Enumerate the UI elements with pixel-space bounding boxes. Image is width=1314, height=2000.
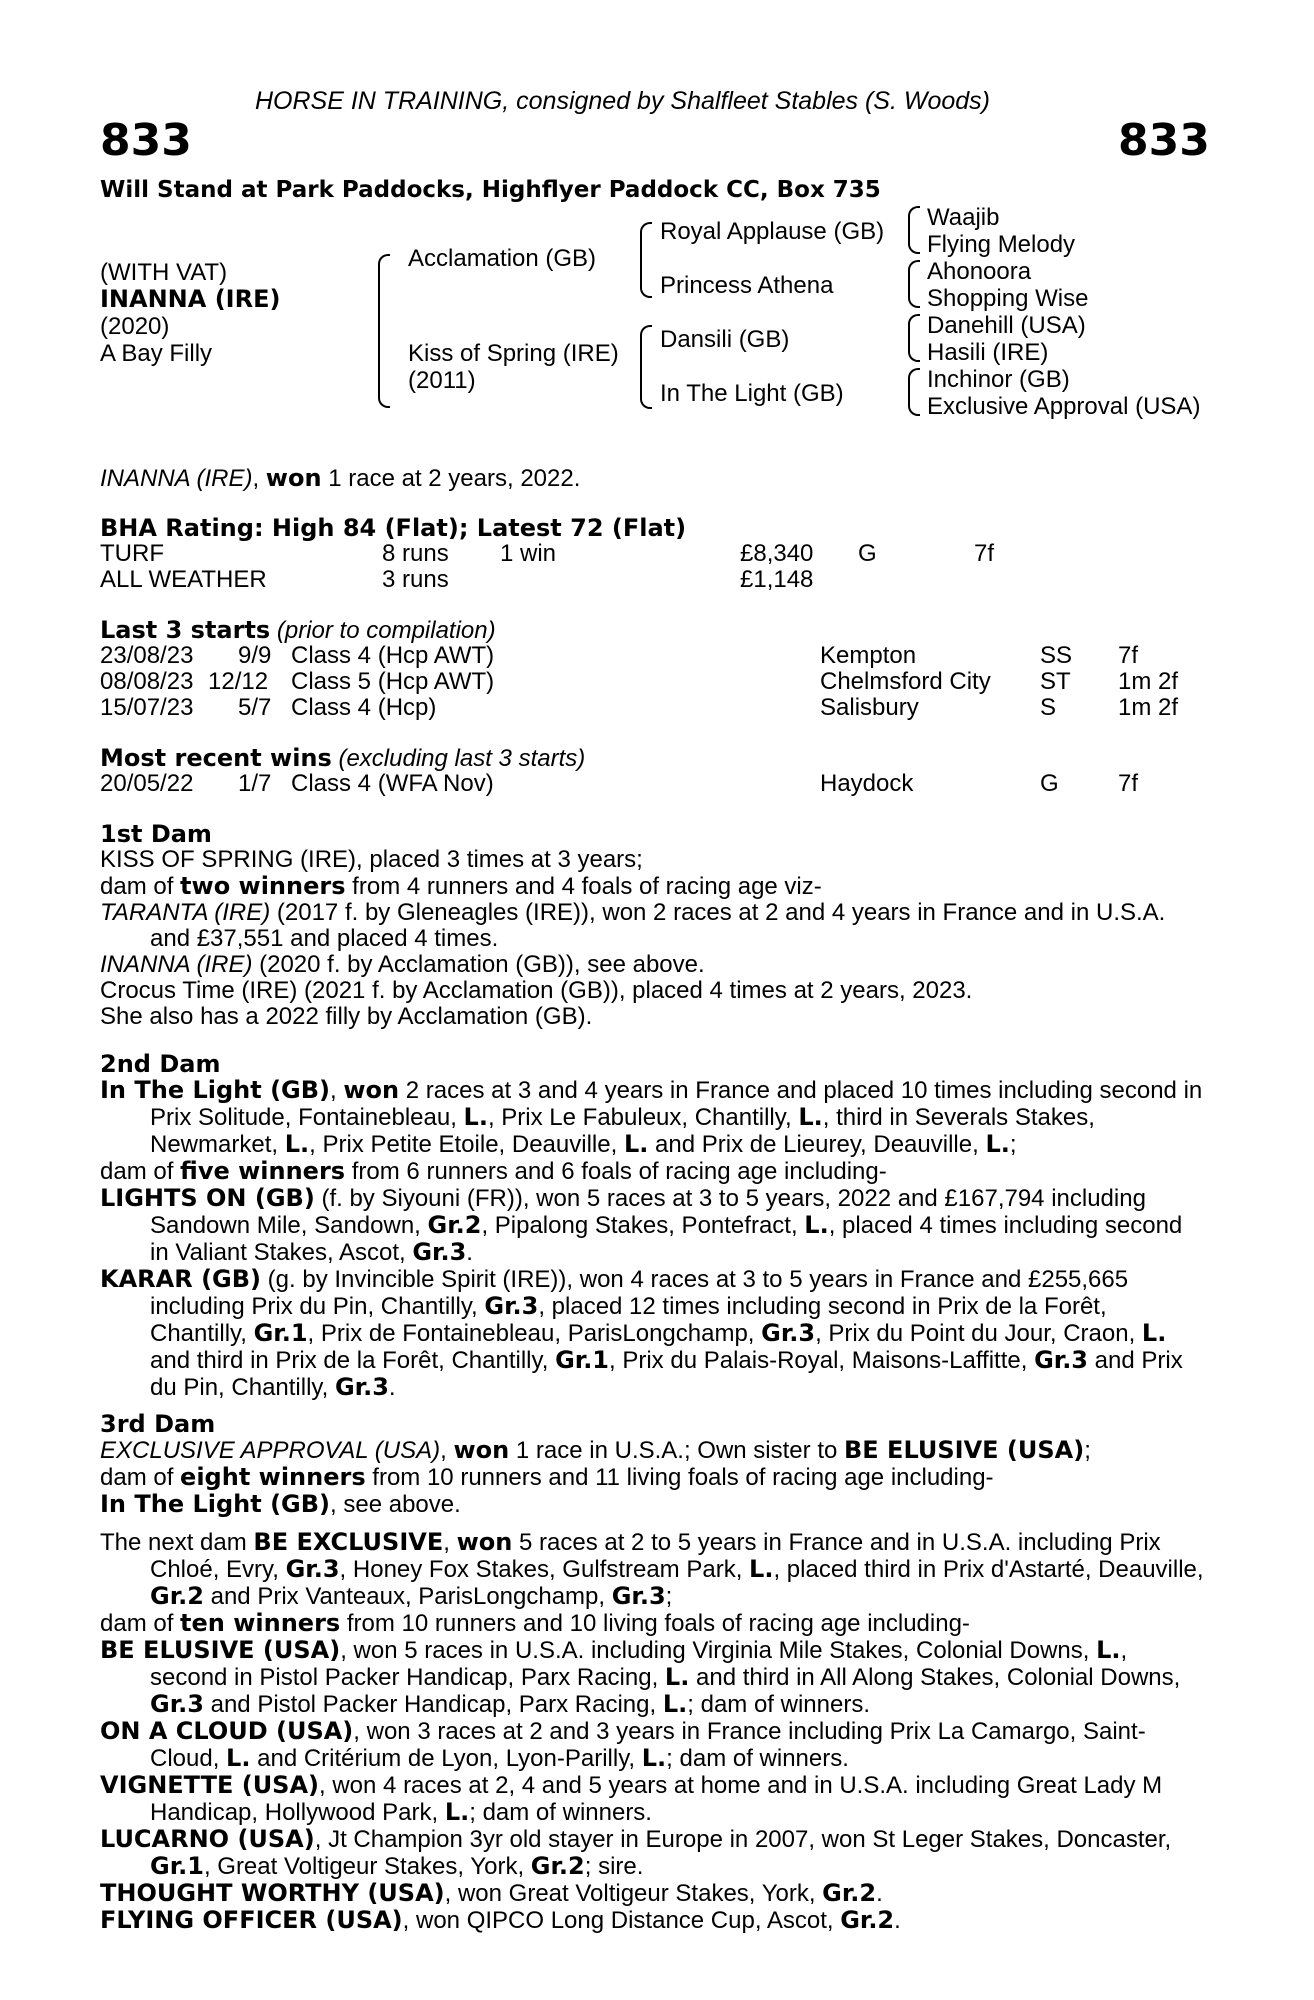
grade: Gr.2 <box>822 1879 877 1907</box>
grade: Gr.3 <box>1034 1346 1089 1374</box>
t: , Prix Petite Etoile, Deauville, <box>309 1131 624 1158</box>
rating-surface: ALL WEATHER <box>100 566 267 593</box>
listed: L. <box>623 1130 649 1158</box>
next-dam-record: The next dam BE EXCLUSIVE, won 5 races at 2 to 5 years in France and in U.S.A. including Prix Chloé, Evry, Gr.3, Honey Fox Stakes, Gulfstream Park, L., placed third in Prix d'Astarté, Deauville, Gr.2 and Prix Vanteaux, ParisLongchamp, Gr.3; <box>100 1528 1204 1610</box>
win-dist: 7f <box>1118 770 1139 797</box>
summary-rest: 1 race at 2 years, 2022. <box>328 465 581 492</box>
winners-count: two winners <box>180 872 346 900</box>
progeny-karar <box>100 1266 1204 1401</box>
pedigree-sds: Ahonoora <box>927 258 1032 285</box>
listed: L. <box>662 1690 688 1718</box>
pedigree-dsd: Hasili (IRE) <box>927 339 1049 366</box>
t: . <box>876 1880 883 1907</box>
second-dam-section <box>100 1051 1204 1401</box>
lot-number-left: 833 <box>100 115 192 166</box>
t: ; dam of winners. <box>666 1745 849 1772</box>
t: , Prix de Fontainebleau, ParisLongchamp, <box>307 1320 762 1347</box>
first-dam-line1: KISS OF SPRING (IRE), placed 3 times at 3 years; <box>100 846 643 873</box>
rating-surface: TURF <box>100 540 164 567</box>
t: (g. by Invincible Spirit (IRE)), won 4 races at 3 to 5 years in France and £255,665 including Prix du Pin, Chantilly, <box>150 1266 1129 1320</box>
progeny-flying-officer <box>100 1907 1204 1934</box>
t: ; dam of winners. <box>687 1691 871 1718</box>
start-course: Kempton <box>820 642 917 669</box>
recent-note: (excluding last 3 starts) <box>338 745 586 772</box>
last3-title: Last 3 starts <box>100 616 271 644</box>
start-date: 15/07/23 <box>100 694 194 721</box>
rating-prize: £1,148 <box>740 566 814 593</box>
listed: L. <box>463 1103 488 1131</box>
t: , won QIPCO Long Distance Cup, Ascot, <box>402 1907 841 1934</box>
pedigree-dam: Kiss of Spring (IRE) <box>408 340 619 367</box>
win-pos: 1/7 <box>238 770 272 797</box>
win-course: Haydock <box>820 770 914 797</box>
second-dam-title: 2nd Dam <box>100 1050 221 1078</box>
winners-count: ten winners <box>180 1609 341 1637</box>
pedigree-dam-year: (2011) <box>408 367 476 394</box>
t: , second in Pistol Packer Handicap, Parx Racing, <box>150 1637 1128 1691</box>
summary-won: won <box>265 464 322 492</box>
winners-count: eight winners <box>180 1463 366 1491</box>
pedigree-sdd: Shopping Wise <box>927 285 1089 312</box>
t: and Prix Vanteaux, ParisLongchamp, <box>203 1583 612 1610</box>
consignment-line: HORSE IN TRAINING, consigned by Shalfleet Stables (S. Woods) <box>255 87 990 115</box>
first-dam-line2 <box>100 873 1204 900</box>
sister-name: BE ELUSIVE (USA) <box>844 1436 1085 1464</box>
t: , third in Severals Stakes, Newmarket, <box>150 1104 1095 1158</box>
rating-prize: £8,340 <box>740 540 814 567</box>
progeny-name: TARANTA (IRE) <box>100 899 271 926</box>
progeny-name: BE ELUSIVE (USA) <box>100 1636 341 1664</box>
t: dam of <box>100 1158 181 1185</box>
start-going: SS <box>1040 642 1073 669</box>
start-class: Class 5 (Hcp AWT) <box>291 668 495 695</box>
t: ; dam of winners. <box>469 1799 652 1826</box>
t: , Great Voltigeur Stakes, York, <box>203 1853 531 1880</box>
grade: Gr.2 <box>150 1582 204 1610</box>
listed: L. <box>1096 1636 1121 1664</box>
pedigree-sire-sire: Royal Applause (GB) <box>660 218 885 245</box>
brace-sd <box>908 260 920 308</box>
start-course: Chelmsford City <box>820 668 991 695</box>
progeny-lights-on <box>100 1185 1204 1266</box>
t: , Jt Champion 3yr old stayer in Europe in 2007, won St Leger Stakes, Doncaster, <box>314 1826 1172 1853</box>
t: The next dam <box>100 1529 254 1556</box>
t: , won 4 races at 2, 4 and 5 years at home and in U.S.A. including Great Lady M Handicap, Hollywood Park, <box>150 1772 1163 1826</box>
grade: Gr.3 <box>412 1238 467 1266</box>
pedigree-dds: Inchinor (GB) <box>927 366 1070 393</box>
progeny-text: (2020 f. by Acclamation (GB)), see above. <box>252 951 705 978</box>
rating-title: BHA Rating: High 84 (Flat); Latest 72 (Flat) <box>100 514 687 542</box>
progeny-vignette <box>100 1772 1204 1826</box>
race-summary: INANNA (IRE), won 1 race at 2 years, 2022. <box>100 464 581 492</box>
t: , placed 4 times including second in Valiant Stakes, Ascot, <box>150 1212 1183 1266</box>
grade: Gr.2 <box>427 1211 482 1239</box>
progeny-name: THOUGHT WORTHY (USA) <box>100 1879 445 1907</box>
winners-count: five winners <box>180 1157 346 1185</box>
t: , Pipalong Stakes, Pontefract, <box>481 1212 805 1239</box>
t: ; <box>1084 1437 1091 1464</box>
listed: L. <box>1141 1319 1167 1347</box>
t: 1 race in U.S.A.; Own sister to <box>509 1437 844 1464</box>
start-going: S <box>1040 694 1057 721</box>
next-dam-damof <box>100 1610 1204 1637</box>
listed: L. <box>985 1130 1010 1158</box>
progeny-name: INANNA (IRE) <box>100 951 253 978</box>
start-class: Class 4 (Hcp AWT) <box>291 642 495 669</box>
dam-name: BE EXCLUSIVE <box>253 1528 444 1556</box>
listed: L. <box>284 1130 310 1158</box>
pedigree-sire: Acclamation (GB) <box>408 245 597 272</box>
start-dist: 1m 2f <box>1118 668 1179 695</box>
summary-name: INANNA (IRE) <box>100 465 253 492</box>
horse-name: INANNA (IRE) <box>100 285 281 313</box>
pedigree-dam-sire: Dansili (GB) <box>660 326 790 353</box>
grade: Gr.1 <box>253 1319 308 1347</box>
start-class: Class 4 (Hcp) <box>291 694 437 721</box>
start-pos: 9/9 <box>238 642 272 669</box>
second-dam-damof <box>100 1158 1204 1185</box>
t: from 6 runners and 6 foals of racing age including- <box>345 1158 887 1185</box>
t: . <box>388 1374 396 1401</box>
progeny-crocus: Crocus Time (IRE) (2021 f. by Acclamation (GB)), placed 4 times at 2 years, 2023. <box>100 977 973 1004</box>
progeny-lucarno <box>100 1826 1204 1880</box>
t: and third in Prix de la Forêt, Chantilly, <box>150 1347 556 1374</box>
win-class: Class 4 (WFA Nov) <box>291 770 494 797</box>
last3-heading <box>100 617 496 644</box>
t: ; <box>1009 1131 1017 1158</box>
brace-main <box>378 254 390 408</box>
progeny-taranta <box>100 900 1204 952</box>
pedigree-sire-dam: Princess Athena <box>660 272 834 299</box>
first-dam-title: 1st Dam <box>100 820 212 848</box>
listed: L. <box>641 1744 667 1772</box>
won: won <box>343 1076 400 1104</box>
grade: Gr.3 <box>285 1555 340 1583</box>
listed: L. <box>804 1211 829 1239</box>
stand-location: Will Stand at Park Paddocks, Highflyer Paddock CC, Box 735 <box>100 177 881 203</box>
progeny-name: FLYING OFFICER (USA) <box>100 1906 403 1934</box>
rating-runs: 3 runs <box>382 566 449 593</box>
t: , won Great Voltigeur Stakes, York, <box>444 1880 823 1907</box>
t: and Prix de Lieurey, Deauville, <box>648 1131 986 1158</box>
brace-dd <box>908 368 920 416</box>
start-pos: 5/7 <box>238 694 272 721</box>
first-dam-section <box>100 821 1204 1030</box>
listed: L. <box>749 1555 774 1583</box>
dam-name: In The Light (GB) <box>100 1076 331 1104</box>
brace-sire <box>640 222 652 298</box>
progeny-name: ON A CLOUD (USA) <box>100 1717 354 1745</box>
progeny-name: LUCARNO (USA) <box>100 1825 315 1853</box>
listed: L. <box>664 1663 690 1691</box>
lot-number-right: 833 <box>1118 115 1210 166</box>
grade: Gr.3 <box>484 1292 539 1320</box>
t: , won 5 races in U.S.A. including Virginia Mile Stakes, Colonial Downs, <box>340 1637 1097 1664</box>
progeny-name: LIGHTS ON (GB) <box>100 1184 315 1212</box>
listed: L. <box>226 1744 251 1772</box>
progeny-in-the-light <box>100 1491 1204 1518</box>
start-date: 23/08/23 <box>100 642 194 669</box>
third-dam-record: EXCLUSIVE APPROVAL (USA), won 1 race in U.S.A.; Own sister to BE ELUSIVE (USA); <box>100 1436 1091 1464</box>
progeny-thought-worthy <box>100 1880 1204 1907</box>
progeny-inanna <box>100 952 1204 978</box>
t: from 10 runners and 10 living foals of racing age including- <box>340 1610 970 1637</box>
win-date: 20/05/22 <box>100 770 194 797</box>
won: won <box>456 1528 513 1556</box>
start-dist: 1m 2f <box>1118 694 1179 721</box>
horse-year: (2020) <box>100 313 170 340</box>
dam-name: EXCLUSIVE APPROVAL (USA) <box>100 1437 441 1464</box>
t: ; sire. <box>584 1853 644 1880</box>
t: , placed 12 times including second in Prix de la Forêt, Chantilly, <box>150 1293 1107 1347</box>
brace-ds <box>908 314 920 362</box>
third-dam-title: 3rd Dam <box>100 1410 216 1438</box>
grade: Gr.3 <box>611 1582 666 1610</box>
t: dam of <box>100 873 181 900</box>
t: , placed third in Prix d'Astarté, Deauville, <box>773 1556 1204 1583</box>
grade: Gr.3 <box>334 1373 389 1401</box>
t: 5 races at 2 to 5 years in France and in U.S.A. including Prix Chloé, Evry, <box>150 1529 1161 1583</box>
t: from 10 runners and 11 living foals of racing age including- <box>365 1464 994 1491</box>
pedigree-ssd: Flying Melody <box>927 231 1076 258</box>
grade: Gr.1 <box>555 1346 610 1374</box>
rating-going: G <box>858 540 877 567</box>
win-going: G <box>1040 770 1059 797</box>
progeny-text: (2017 f. by Gleneagles (IRE)), won 2 races at 2 and 4 years in France and in U.S.A. and £37,551 and placed 4 times. <box>150 899 1166 952</box>
next-dam-section <box>100 1529 1204 1934</box>
t: dam of <box>100 1464 181 1491</box>
pedigree-ddd: Exclusive Approval (USA) <box>927 393 1201 420</box>
rating-wins: 1 win <box>500 540 557 567</box>
start-date: 08/08/23 <box>100 668 194 695</box>
t: (f. by Siyouni (FR)), won 5 races at 3 to 5 years, 2022 and £167,794 including Sandown Mile, Sandown, <box>150 1185 1146 1239</box>
start-going: ST <box>1040 668 1071 695</box>
start-course: Salisbury <box>820 694 919 721</box>
rating-dist: 7f <box>974 540 995 567</box>
t: ; <box>665 1583 673 1610</box>
progeny-name: VIGNETTE (USA) <box>100 1771 320 1799</box>
progeny-name: KARAR (GB) <box>100 1265 261 1293</box>
t: , Honey Fox Stakes, Gulfstream Park, <box>339 1556 750 1583</box>
t: and third in All Along Stakes, Colonial Downs, <box>689 1664 1181 1691</box>
listed: L. <box>798 1103 823 1131</box>
start-dist: 7f <box>1118 642 1139 669</box>
t: . <box>894 1907 901 1934</box>
listed: L. <box>444 1798 470 1826</box>
t: , Prix Le Fabuleux, Chantilly, <box>487 1104 799 1131</box>
t: , won 3 races at 2 and 3 years in France including Prix La Camargo, Saint-Cloud, <box>150 1718 1146 1772</box>
grade: Gr.3 <box>150 1690 204 1718</box>
brace-dam <box>640 325 652 409</box>
recent-heading <box>100 745 585 772</box>
t: dam of <box>100 1610 181 1637</box>
second-dam-record: In The Light (GB), won 2 races at 3 and 4 years in France and placed 10 times including second in Prix Solitude, Fontainebleau, L., Prix Le Fabuleux, Chantilly, L., third in Severals Stakes, Newmarket, L., Prix Petite Etoile, Deauville, L. and Prix de Lieurey, Deauville, L.; <box>100 1076 1203 1158</box>
horse-description: A Bay Filly <box>100 340 213 367</box>
third-dam-section <box>100 1411 1204 1518</box>
progeny-on-a-cloud <box>100 1718 1204 1772</box>
first-dam-line3: She also has a 2022 filly by Acclamation (GB). <box>100 1003 593 1030</box>
grade: Gr.2 <box>530 1852 585 1880</box>
grade: Gr.1 <box>150 1852 204 1880</box>
t: , see above. <box>330 1491 461 1518</box>
start-pos: 12/12 <box>208 668 269 695</box>
pedigree-dss: Danehill (USA) <box>927 312 1086 339</box>
third-dam-damof <box>100 1464 1204 1491</box>
grade: Gr.2 <box>840 1906 895 1934</box>
pedigree-sss: Waajib <box>927 204 1000 231</box>
last3-note: (prior to compilation) <box>276 617 496 644</box>
t: and Pistol Packer Handicap, Parx Racing, <box>203 1691 663 1718</box>
t: and Critérium de Lyon, Lyon-Parilly, <box>250 1745 642 1772</box>
grade: Gr.3 <box>761 1319 816 1347</box>
t: , Prix du Palais-Royal, Maisons-Laffitte, <box>609 1347 1035 1374</box>
recent-title: Most recent wins <box>100 744 332 772</box>
t: , Prix du Point du Jour, Craon, <box>815 1320 1142 1347</box>
rating-runs: 8 runs <box>382 540 449 567</box>
progeny-name: In The Light (GB) <box>100 1490 331 1518</box>
progeny-be-elusive <box>100 1637 1204 1718</box>
t: . <box>466 1239 473 1266</box>
brace-ss <box>908 206 920 254</box>
vat-note: (WITH VAT) <box>100 259 228 286</box>
t: 2 races at 3 and 4 years in France and placed 10 times including second in Prix Solitude, Fontainebleau, <box>150 1077 1203 1131</box>
won: won <box>453 1436 510 1464</box>
t: and Prix du Pin, Chantilly, <box>150 1347 1183 1401</box>
pedigree-dam-dam: In The Light (GB) <box>660 380 844 407</box>
t: from 4 runners and 4 foals of racing age viz- <box>345 873 822 900</box>
